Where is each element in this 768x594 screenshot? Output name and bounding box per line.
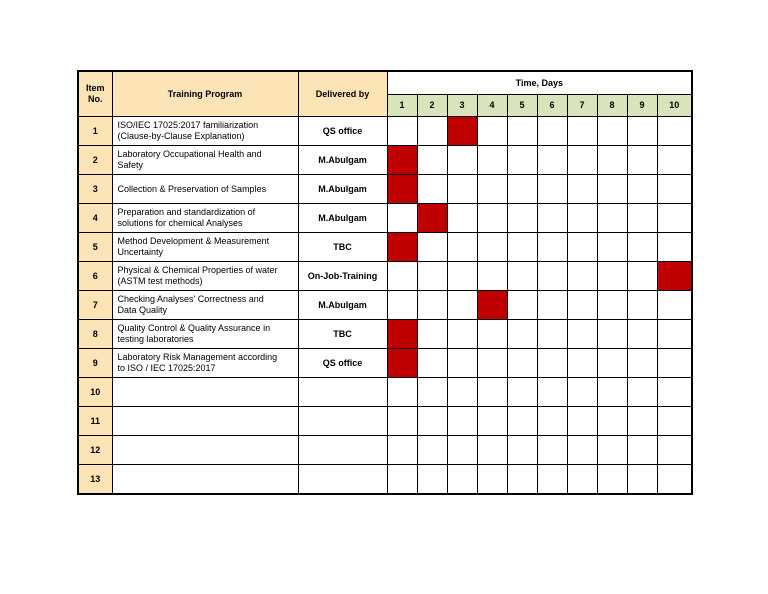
day-cell	[627, 436, 657, 465]
scheduled-day-cell	[447, 117, 477, 146]
item-number: 2	[78, 146, 112, 175]
day-cell	[477, 349, 507, 378]
day-cell	[657, 204, 692, 233]
day-cell	[567, 233, 597, 262]
delivered-by-header: Delivered by	[298, 71, 387, 117]
day-cell	[477, 117, 507, 146]
delivered-by-cell	[298, 378, 387, 407]
day-cell	[627, 146, 657, 175]
day-cell	[537, 436, 567, 465]
scheduled-day-cell	[387, 175, 417, 204]
day-cell	[597, 407, 627, 436]
day-cell	[447, 262, 477, 291]
delivered-by-cell: On-Job-Training	[298, 262, 387, 291]
day-cell	[627, 465, 657, 495]
day-header-1: 1	[387, 95, 417, 117]
day-cell	[447, 175, 477, 204]
training-program-cell: Collection & Preservation of Samples	[112, 175, 298, 204]
day-cell	[507, 146, 537, 175]
day-cell	[417, 233, 447, 262]
day-cell	[597, 349, 627, 378]
day-cell	[657, 117, 692, 146]
day-cell	[477, 175, 507, 204]
day-header-5: 5	[507, 95, 537, 117]
table-row	[78, 117, 692, 146]
day-cell	[447, 204, 477, 233]
table-row	[78, 262, 692, 291]
day-cell	[657, 291, 692, 320]
table-row	[78, 465, 692, 495]
day-cell	[597, 233, 627, 262]
day-cell	[627, 233, 657, 262]
day-cell	[597, 262, 627, 291]
training-program-header: Training Program	[112, 71, 298, 117]
day-cell	[597, 378, 627, 407]
day-cell	[417, 407, 447, 436]
day-cell	[537, 378, 567, 407]
day-cell	[387, 117, 417, 146]
day-cell	[657, 465, 692, 495]
time-days-header: Time, Days	[387, 71, 692, 95]
day-cell	[447, 146, 477, 175]
day-cell	[417, 146, 447, 175]
training-program-cell	[112, 436, 298, 465]
day-cell	[567, 320, 597, 349]
delivered-by-cell: QS office	[298, 117, 387, 146]
delivered-by-cell: M.Abulgam	[298, 204, 387, 233]
day-cell	[507, 465, 537, 495]
day-cell	[537, 204, 567, 233]
table-row	[78, 436, 692, 465]
day-cell	[567, 378, 597, 407]
delivered-by-cell: M.Abulgam	[298, 175, 387, 204]
day-cell	[657, 233, 692, 262]
delivered-by-cell: QS office	[298, 349, 387, 378]
training-program-cell: Physical & Chemical Properties of water (ASTM test methods)	[112, 262, 298, 291]
scheduled-day-cell	[387, 349, 417, 378]
delivered-by-cell: TBC	[298, 320, 387, 349]
day-cell	[447, 291, 477, 320]
day-cell	[507, 320, 537, 349]
day-cell	[417, 175, 447, 204]
table-row	[78, 349, 692, 378]
day-cell	[387, 204, 417, 233]
day-cell	[507, 204, 537, 233]
day-cell	[447, 465, 477, 495]
table-row	[78, 146, 692, 175]
day-cell	[597, 436, 627, 465]
table-row	[78, 175, 692, 204]
day-cell	[627, 320, 657, 349]
day-cell	[627, 117, 657, 146]
day-header-6: 6	[537, 95, 567, 117]
day-cell	[537, 175, 567, 204]
table-row	[78, 291, 692, 320]
training-program-cell: Checking Analyses' Correctness and Data Quality	[112, 291, 298, 320]
day-cell	[627, 349, 657, 378]
day-cell	[477, 146, 507, 175]
day-cell	[657, 378, 692, 407]
training-program-cell: Method Development & Measurement Uncertainty	[112, 233, 298, 262]
day-cell	[387, 407, 417, 436]
day-cell	[507, 291, 537, 320]
day-cell	[417, 378, 447, 407]
day-cell	[417, 117, 447, 146]
table-row	[78, 320, 692, 349]
day-header-7: 7	[567, 95, 597, 117]
day-cell	[417, 465, 447, 495]
day-cell	[447, 378, 477, 407]
item-number: 7	[78, 291, 112, 320]
delivered-by-cell: TBC	[298, 233, 387, 262]
day-cell	[507, 175, 537, 204]
item-number: 9	[78, 349, 112, 378]
day-cell	[627, 378, 657, 407]
day-cell	[387, 262, 417, 291]
day-cell	[627, 262, 657, 291]
table-row	[78, 407, 692, 436]
day-cell	[657, 349, 692, 378]
day-cell	[507, 378, 537, 407]
schedule-body	[78, 117, 692, 495]
day-cell	[387, 378, 417, 407]
day-header-9: 9	[627, 95, 657, 117]
day-cell	[447, 407, 477, 436]
item-number: 5	[78, 233, 112, 262]
day-cell	[627, 407, 657, 436]
item-number: 4	[78, 204, 112, 233]
training-schedule-table	[77, 70, 693, 495]
item-number: 10	[78, 378, 112, 407]
day-cell	[567, 349, 597, 378]
day-cell	[477, 320, 507, 349]
day-cell	[567, 146, 597, 175]
training-program-cell	[112, 378, 298, 407]
item-no-header: Item No.	[78, 71, 112, 117]
day-cell	[537, 465, 567, 495]
day-cell	[537, 291, 567, 320]
day-cell	[567, 291, 597, 320]
item-number: 3	[78, 175, 112, 204]
day-cell	[417, 349, 447, 378]
training-program-cell: Laboratory Risk Management according to ISO / IEC 17025:2017	[112, 349, 298, 378]
scheduled-day-cell	[657, 262, 692, 291]
delivered-by-cell	[298, 407, 387, 436]
delivered-by-cell: M.Abulgam	[298, 291, 387, 320]
day-cell	[657, 407, 692, 436]
scheduled-day-cell	[387, 233, 417, 262]
day-cell	[657, 146, 692, 175]
item-number: 13	[78, 465, 112, 495]
day-cell	[627, 175, 657, 204]
day-cell	[657, 175, 692, 204]
delivered-by-cell	[298, 465, 387, 495]
training-program-cell	[112, 407, 298, 436]
scheduled-day-cell	[387, 320, 417, 349]
day-cell	[387, 465, 417, 495]
day-cell	[537, 233, 567, 262]
day-cell	[417, 320, 447, 349]
table-row	[78, 233, 692, 262]
table-row	[78, 204, 692, 233]
day-cell	[627, 204, 657, 233]
day-cell	[507, 407, 537, 436]
delivered-by-cell	[298, 436, 387, 465]
training-program-cell	[112, 465, 298, 495]
day-cell	[477, 436, 507, 465]
day-cell	[387, 291, 417, 320]
day-cell	[507, 117, 537, 146]
day-cell	[657, 436, 692, 465]
day-cell	[477, 262, 507, 291]
day-cell	[567, 262, 597, 291]
day-header-3: 3	[447, 95, 477, 117]
day-cell	[447, 436, 477, 465]
item-number: 6	[78, 262, 112, 291]
day-cell	[507, 233, 537, 262]
day-header-2: 2	[417, 95, 447, 117]
day-cell	[657, 320, 692, 349]
day-cell	[627, 291, 657, 320]
item-number: 1	[78, 117, 112, 146]
day-cell	[447, 320, 477, 349]
day-cell	[567, 175, 597, 204]
table-row	[78, 378, 692, 407]
training-program-cell: ISO/IEC 17025:2017 familiarization (Clause-by-Clause Explanation)	[112, 117, 298, 146]
day-cell	[597, 146, 627, 175]
day-cell	[447, 233, 477, 262]
scheduled-day-cell	[387, 146, 417, 175]
day-cell	[597, 175, 627, 204]
day-cell	[567, 204, 597, 233]
day-cell	[417, 436, 447, 465]
day-header-4: 4	[477, 95, 507, 117]
item-number: 12	[78, 436, 112, 465]
day-cell	[537, 262, 567, 291]
day-cell	[597, 291, 627, 320]
day-cell	[477, 407, 507, 436]
day-cell	[597, 465, 627, 495]
day-cell	[447, 349, 477, 378]
day-cell	[417, 291, 447, 320]
day-cell	[417, 262, 447, 291]
day-cell	[567, 436, 597, 465]
day-cell	[477, 378, 507, 407]
day-cell	[597, 204, 627, 233]
day-cell	[537, 407, 567, 436]
scheduled-day-cell	[477, 291, 507, 320]
day-cell	[597, 320, 627, 349]
day-cell	[477, 233, 507, 262]
day-cell	[537, 320, 567, 349]
day-cell	[597, 117, 627, 146]
training-program-cell: Laboratory Occupational Health and Safety	[112, 146, 298, 175]
day-cell	[537, 146, 567, 175]
scheduled-day-cell	[417, 204, 447, 233]
training-program-cell: Quality Control & Quality Assurance in testing laboratories	[112, 320, 298, 349]
day-cell	[567, 117, 597, 146]
day-cell	[567, 407, 597, 436]
day-header-10: 10	[657, 95, 692, 117]
training-program-cell: Preparation and standardization of solutions for chemical Analyses	[112, 204, 298, 233]
day-cell	[507, 436, 537, 465]
day-cell	[387, 436, 417, 465]
day-cell	[537, 349, 567, 378]
day-cell	[537, 117, 567, 146]
item-number: 8	[78, 320, 112, 349]
day-cell	[567, 465, 597, 495]
day-cell	[507, 262, 537, 291]
day-cell	[477, 465, 507, 495]
item-number: 11	[78, 407, 112, 436]
day-header-8: 8	[597, 95, 627, 117]
day-cell	[507, 349, 537, 378]
delivered-by-cell: M.Abulgam	[298, 146, 387, 175]
day-cell	[477, 204, 507, 233]
